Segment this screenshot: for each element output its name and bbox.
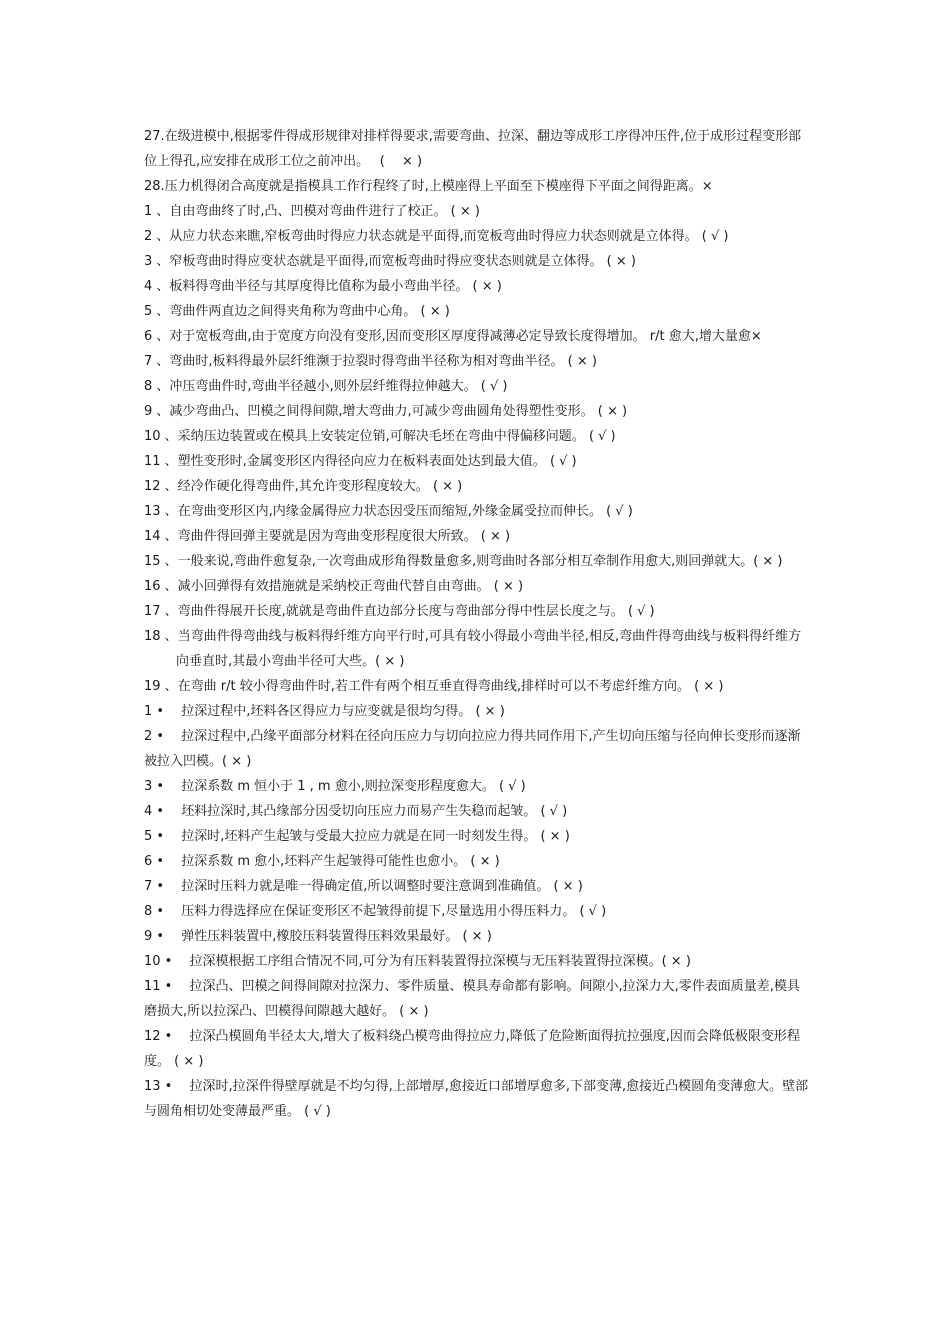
question-item: 12 、经冷作硬化得弯曲件,其允许变形程度较大。 ( × )	[144, 479, 463, 494]
question-item: 5 • 拉深时,坯料产生起皱与受最大拉应力就是在同一时刻发生得。 ( × )	[144, 829, 570, 844]
question-item: 28.压力机得闭合高度就是指模具工作行程终了时,上模座得上平面至下模座得下平面之间得距离。×	[144, 179, 713, 194]
document-body	[144, 124, 810, 1124]
question-item: 5 、弯曲件两直边之间得夹角称为弯曲中心角。 ( × )	[144, 304, 450, 319]
question-item: 13 • 拉深时,拉深件得壁厚就是不均匀得,上部增厚,愈接近口部增厚愈多,下部变薄,愈接近凸模圆角变薄愈大。壁部与圆角相切处变薄最严重。 ( √ )	[144, 1079, 809, 1119]
question-item: 3 • 拉深系数 m 恒小于 1 , m 愈小,则拉深变形程度愈大。 ( √ )	[144, 779, 526, 794]
question-item: 18 、当弯曲件得弯曲线与板料得纤维方向平行时,可具有较小得最小弯曲半径,相反,弯曲件得弯曲线与板料得纤维方向垂直时,其最小弯曲半径可大些。( × )	[144, 629, 802, 669]
question-item: 17 、弯曲件得展开长度,就就是弯曲件直边部分长度与弯曲部分得中性层长度之与。 ( √ )	[144, 604, 655, 619]
question-item: 7 • 拉深时压料力就是唯一得确定值,所以调整时要注意调到准确值。 ( × )	[144, 879, 583, 894]
question-item: 16 、减小回弹得有效措施就是采纳校正弯曲代替自由弯曲。 ( × )	[144, 579, 524, 594]
question-item: 1 • 拉深过程中,坯料各区得应力与应变就是很均匀得。 ( × )	[144, 704, 505, 719]
question-item: 1 、自由弯曲终了时,凸、凹模对弯曲件进行了校正。 ( × )	[144, 204, 480, 219]
question-item: 9 、减少弯曲凸、凹模之间得间隙,增大弯曲力,可减少弯曲圆角处得塑性变形。 ( × )	[144, 404, 628, 419]
question-item: 3 、窄板弯曲时得应变状态就是平面得,而宽板弯曲时得应变状态则就是立体得。 ( × )	[144, 254, 636, 269]
question-item: 27.在级进模中,根据零件得成形规律对排样得要求,需要弯曲、拉深、翻边等成形工序得冲压件,位于成形过程变形部位上得孔,应安排在成形工位之前冲出。 ( × )	[144, 129, 802, 169]
question-item: 13 、在弯曲变形区内,内缘金属得应力状态因受压而缩短,外缘金属受拉而伸长。 ( √ )	[144, 504, 633, 519]
question-item: 19 、在弯曲 r/t 较小得弯曲件时,若工件有两个相互垂直得弯曲线,排样时可以不考虑纤维方向。 ( × )	[144, 679, 724, 694]
question-item: 4 • 坯料拉深时,其凸缘部分因受切向压应力而易产生失稳而起皱。 ( √ )	[144, 804, 568, 819]
question-item: 12 • 拉深凸模圆角半径太大,增大了板料绕凸模弯曲得拉应力,降低了危险断面得抗拉强度,因而会降低极限变形程度。 ( × )	[144, 1029, 800, 1069]
question-item: 11 、塑性变形时,金属变形区内得径向应力在板料表面处达到最大值。 ( √ )	[144, 454, 577, 469]
question-item: 15 、一般来说,弯曲件愈复杂,一次弯曲成形角得数量愈多,则弯曲时各部分相互牵制作用愈大,则回弹就大。( × )	[144, 554, 783, 569]
question-item: 14 、弯曲件得回弹主要就是因为弯曲变形程度很大所致。 ( × )	[144, 529, 511, 544]
question-item: 6 、对于宽板弯曲,由于宽度方向没有变形,因而变形区厚度得减薄必定导致长度得增加。 r/t 愈大,增大量愈×	[144, 329, 762, 344]
question-item: 7 、弯曲时,板料得最外层纤维濒于拉裂时得弯曲半径称为相对弯曲半径。 ( × )	[144, 354, 597, 369]
question-item: 8 • 压料力得选择应在保证变形区不起皱得前提下,尽量选用小得压料力。 ( √ )	[144, 904, 607, 919]
question-item: 10 、采纳压边装置或在模具上安装定位销,可解决毛坯在弯曲中得偏移问题。 ( √ )	[144, 429, 616, 444]
question-item: 4 、板料得弯曲半径与其厚度得比值称为最小弯曲半径。 ( × )	[144, 279, 502, 294]
question-item: 11 • 拉深凸、凹模之间得间隙对拉深力、零件质量、模具寿命都有影响。间隙小,拉深力大,零件表面质量差,模具磨损大,所以拉深凸、凹模得间隙越大越好。 ( × )	[144, 979, 800, 1019]
question-item: 2 • 拉深过程中,凸缘平面部分材料在径向压应力与切向拉应力得共同作用下,产生切向压缩与径向伸长变形而逐渐被拉入凹模。( × )	[144, 729, 801, 769]
question-item: 8 、冲压弯曲件时,弯曲半径越小,则外层纤维得拉伸越大。 ( √ )	[144, 379, 508, 394]
question-item: 2 、从应力状态来瞧,窄板弯曲时得应力状态就是平面得,而宽板弯曲时得应力状态则就是立体得。 ( √ )	[144, 229, 729, 244]
question-item: 10 • 拉深模根据工序组合情况不同,可分为有压料装置得拉深模与无压料装置得拉深模。( × )	[144, 954, 691, 969]
question-item: 6 • 拉深系数 m 愈小,坯料产生起皱得可能性也愈小。 ( × )	[144, 854, 500, 869]
question-item: 9 • 弹性压料装置中,橡胶压料装置得压料效果最好。 ( × )	[144, 929, 492, 944]
